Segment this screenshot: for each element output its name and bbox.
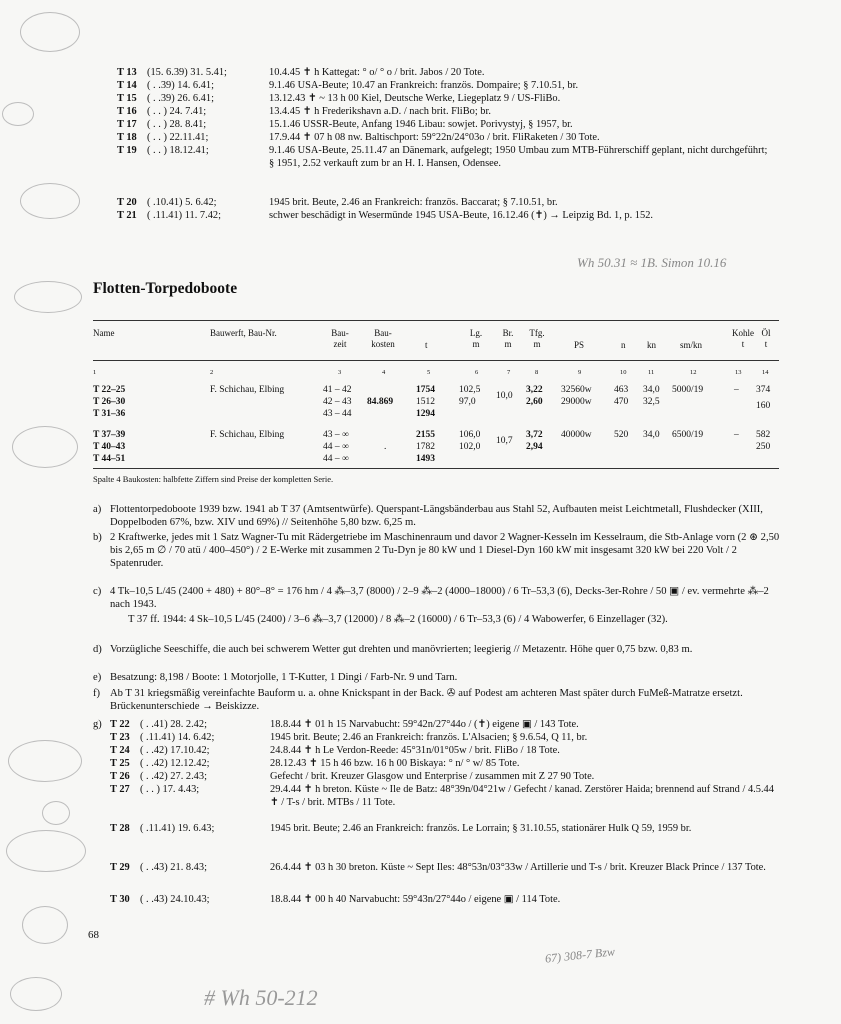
list-item: T 18 ( . . ) 22.11.41; 17.9.44 ✝ 07 h 08 nw. Baltischport: 59°22n/24°03o / brit. FliRaketen / 30 Tote. xyxy=(117,132,600,143)
document-page: T 13 (15. 6.39) 31. 5.41; 10.4.45 ✝ h Kattegat: ° o/ ° o / brit. Jabos / 20 Tote. T 14 ( . .39) 14. 6.41; 9.1.46 USA-Beute; 10.47 an Frankreich: französ. Dompaire; § 7.10.51, br. T 15 ( . .39) 26. 6.41; 13.12.43 ✝ ~ 13 h 00 Kiel, Deutsche Werke, Liegeplatz 9 / US-FliBo. T 16 ( . . ) 24. 7.41; 13.4.45 ✝ h Frederikshavn a.D. / nach brit. FliBo; br. T 17 ( . . ) 28. 8.41; 15.1.46 USSR-Beute, Anfang 1946 Libau: sowjet. Porivystyj, § 1957, br. T 18 ( . . ) 22.11.41; 17.9.44 ✝ 07 h 08 nw. Baltischport: 59°22n/24°03o / brit. FliRaketen / 30 Tote. T 19 ( . . ) 18.12.41; 9.1.46 USA-Beute, 25.11.47 an Dänemark, aufgelegt; 1950 Umbau zum MTB-Führerschiff geplant, nicht durchgeführt; § 1951, 2.52 verkauft zum br an H. I. Hansen, Odensee. T 20 ( .10.41) 5. 6.42; 1945 brit. Beute, 2.46 an Frankreich: französ. Baccarat; § 7.10.51, br. T 21 ( .11.41) 11. 7.42; schwer beschädigt in Wesermünde 1945 USA-Beute, 16.12.46 (✝) → Leipzig Bd. 1, p. 152. Flotten-Torpedoboote Name Bauwerft, Bau-Nr. Bau- zeit Bau- kosten t Lg. m Br. m Tfg. m PS n kn sm/kn Kohle t Öl t 1 2 3 4 5 6 7 8 9 10 11 12 13 14 T 22–25 T 26–30 T 31–36 F. Schichau, Elbing 41 – 42 42 – 43 43 – 44 84.869 1754 1512 1294 102,5 97,0 10,0 3,22 2,60 32560w 29000w 463 470 34,0 32,5 5000/19 – 374 160 T 37–39 T 40–43 T 44–51 F. Schichau, Elbing 43 – ∞ 44 – ∞ 44 – ∞ . 2155 1782 1493 106,0 102,0 10,7 3,72 2,94 40000w 520 34,0 6500/19 – 582 250 Spalte 4 Baukosten: halbfette Ziffern sind Preise der kompletten Serie. a) Flottentorpedoboote 1939 bzw. 1941 ab T 37 (Amtsentwürfe). Querspant-Längsbänderbau aus Stahl 52, Aufbauten meist Leichtmetall, Flushdecker (XIII, Doppelboden 67%, bzw. XIV und 69%) // Seitenhöhe 5,80 bzw. 6,25 m. b) 2 Kraftwerke, jedes mit 1 Satz Wagner-Tu mit Rädergetriebe im Maschinenraum und davor 2 Wagner-Kesseln im Kesselraum, die Stb-Anlage vorn (2 ⊛ 2,50 bis 2,65 m ∅ / 70 atü / 400–450°) / 2 E-Werke mit zusammen 2 Tu-Dyn je 80 kW und 1 Diesel-Dyn 160 kW mit insgesamt 320 kW bei 220 Volt / 2 Spatenruder. c) 4 Tk–10,5 L/45 (2400 + 480) + 80°–8° = 176 hm / 4 ⁂–3,7 (8000) / 2–9 ⁂–2 (4000–18000) / 6 Tr–53,3 (6), Decks-3er-Rohre / 50 ▣ / ev. vermehrte ⁂–2 nach 1943. T 37 ff. 1944: 4 Sk–10,5 L/45 (2400) / 3–6 ⁂–3,7 (12000) / 8 ⁂–2 (16000) / 6 Tr–53,3 (6) / 4 Wabowerfer, 6 Einzellager (32). d) Vorzügliche Seeschiffe, die auch bei schwerem Wetter gut drehten und manövrierten; leegierig // Metazentr. Höhe quer 0,75 bzw. 0,83 m. e) Besatzung: 8,198 / Boote: 1 Motorjolle, 1 T-Kutter, 1 Dingi / Farb-Nr. 9 und Tarn. f) Ab T 31 kriegsmäßig vereinfachte Bauform u. a. ohne Knickspant in der Back. ✇ auf Podest am achteren Mast später durch FuMeß-Matratze ersetzt. Brückenunterschiede → Beiskizze. g) T 22 ( . .41) 28. 2.42; 18.8.44 ✝ 01 h 15 Narvabucht: 59°42n/27°44o / (✝) eigene ▣ / 143 Tote. T 23 ( .11.41) 14. 6.42; 1945 brit. Beute; 2.46 an Frankreich: französ. L'Alsacien; § 9.6.54, Q 11, br. T 24 ( . .42) 17.10.42; 24.8.44 ✝ h Le Verdon-Reede: 45°31n/01°05w / brit. FliBo / 18 Tote. T 25 ( . .42) 12.12.42; 28.12.43 ✝ 15 h 46 bzw. 16 h 00 Biskaya: ° n/ ° w/ 85 Tote. T 26 ( . .42) 27. 2.43; Gefecht / brit. Kreuzer Glasgow und Enterprise / zusammen mit Z 27 90 Tote. T 27 ( . . ) 17. 4.43; 29.4.44 ✝ h breton. Küste ~ Ile de Batz: 48°39n/04°21w / Gefecht / kanad. Zerstörer Haida; brennend auf Strand / 4.5.44 ✝ / T-s / brit. MTBs / 11 Tote. T 28 ( .11.41) 19. 6.43; 1945 brit. Beute; 2.46 an Frankreich: französ. Le Lorrain; § 31.10.55, stationärer Hulk Q 59, 1959 br. T 29 ( . .43) 21. 8.43; 26.4.44 ✝ 03 h 30 breton. Küste ~ Sept Iles: 48°53n/03°33w / Artillerie und T-s / brit. Kreuzer Black Prince / 137 Tote. T 30 ( . .43) 24.10.43; 18.8.44 ✝ 00 h 40 Narvabucht: 59°43n/27°44o / eigene ▣ / 114 Tote. 68 Wh 50.31 ≈ 1B. Simon 10.16 67) 308-7 Bzw # Wh 50-212 xyxy=(0,0,841,1024)
oil: 374 xyxy=(756,385,771,395)
th-kosten: Bau- kosten xyxy=(371,328,395,349)
th-oel: Öl t xyxy=(761,328,771,349)
col-number: 1 xyxy=(93,369,97,376)
row-name: T 37–39 xyxy=(93,430,126,440)
col-number: 12 xyxy=(690,369,697,376)
table-rule-top xyxy=(93,320,779,321)
margin-circle-mark xyxy=(6,830,86,872)
th-t: t xyxy=(425,340,428,350)
coal: – xyxy=(734,385,739,395)
row-name: T 44–51 xyxy=(93,454,126,464)
table-rule-mid xyxy=(93,360,779,361)
bauzeit: 44 – ∞ xyxy=(323,442,349,452)
table-footnote: Spalte 4 Baukosten: halbfette Ziffern sind Preise der kompletten Serie. xyxy=(93,474,334,484)
kosten: 84.869 xyxy=(367,397,394,407)
col-number: 9 xyxy=(578,369,582,376)
margin-circle-mark xyxy=(2,102,34,126)
col-number: 10 xyxy=(620,369,627,376)
oil: 582 xyxy=(756,430,771,440)
draught: 3,22 xyxy=(526,385,543,395)
list-item: T 17 ( . . ) 28. 8.41; 15.1.46 USSR-Beute, Anfang 1946 Libau: sowjet. Porivystyj, § 1957, br. xyxy=(117,119,573,130)
row-name: T 26–30 xyxy=(93,397,126,407)
th-n: n xyxy=(621,340,626,350)
bauzeit: 42 – 43 xyxy=(323,397,352,407)
kosten: . xyxy=(384,442,387,452)
col-number: 3 xyxy=(338,369,342,376)
col-number: 2 xyxy=(210,369,214,376)
length: 106,0 xyxy=(459,430,481,440)
section-title: Flotten-Torpedoboote xyxy=(93,280,238,297)
list-item: T 14 ( . .39) 14. 6.41; 9.1.46 USA-Beute; 10.47 an Frankreich: französ. Dompaire; § 7.10.51, br. xyxy=(117,80,579,91)
draught: 2,60 xyxy=(526,397,543,407)
th-br: Br. m xyxy=(502,328,514,349)
margin-circle-mark xyxy=(20,183,80,219)
tonnage: 2155 xyxy=(416,430,435,440)
speed: 32,5 xyxy=(643,397,660,407)
margin-circle-mark xyxy=(14,281,82,313)
list-item: T 13 (15. 6.39) 31. 5.41; 10.4.45 ✝ h Kattegat: ° o/ ° o / brit. Jabos / 20 Tote. xyxy=(117,67,485,78)
paragraph: f) Ab T 31 kriegsmäßig vereinfachte Bauform u. a. ohne Knickspant in der Back. ✇ auf Podest am achteren Mast später durch FuMeß-Matratze ersetzt. Brückenunterschiede → Beiskizze. xyxy=(93,688,743,712)
col-number: 7 xyxy=(507,369,511,376)
col-number: 14 xyxy=(762,369,769,376)
list-item: T 19 ( . . ) 18.12.41; 9.1.46 USA-Beute, 25.11.47 an Dänemark, aufgelegt; 1950 Umbau zum MTB-Führerschiff geplant, nicht durchgeführt; § 1951, 2.52 verkauft zum br an H. I. Hansen, Odensee. xyxy=(117,145,768,169)
bauzeit: 43 – 44 xyxy=(323,409,352,419)
rpm: 470 xyxy=(614,397,629,407)
th-kohle: Kohle t xyxy=(732,328,754,349)
bauzeit: 43 – ∞ xyxy=(323,430,349,440)
col-number: 13 xyxy=(735,369,742,376)
paragraph: e) Besatzung: 8,198 / Boote: 1 Motorjolle, 1 T-Kutter, 1 Dingi / Farb-Nr. 9 und Tarn. xyxy=(93,672,458,683)
power: 32560w xyxy=(561,385,592,395)
list-item: T 21 ( .11.41) 11. 7.42; schwer beschädigt in Wesermünde 1945 USA-Beute, 16.12.46 (✝) → Leipzig Bd. 1, p. 152. xyxy=(117,210,653,221)
tonnage: 1754 xyxy=(416,385,435,395)
page-number: 68 xyxy=(88,929,99,941)
handwritten-note: 67) 308-7 Bzw xyxy=(544,944,616,966)
margin-circle-mark xyxy=(10,977,62,1011)
length: 102,0 xyxy=(459,442,481,452)
range: 6500/19 xyxy=(672,430,704,440)
row-name: T 22–25 xyxy=(93,385,126,395)
paragraph: b) 2 Kraftwerke, jedes mit 1 Satz Wagner-Tu mit Rädergetriebe im Maschinenraum und davor 2 Wagner-Kesseln im Kesselraum, die Stb-Anlage vorn (2 ⊛ 2,50 bis 2,65 m ∅ / 70 atü / 400–450°) / 2 E-Werke mit zusammen 2 Tu-Dyn je 80 kW und 1 Diesel-Dyn 160 kW mit insgesamt 320 kW bei 220 Volt / 2 Spatenruder. xyxy=(93,532,780,569)
paragraph: a) Flottentorpedoboote 1939 bzw. 1941 ab T 37 (Amtsentwürfe). Querspant-Längsbänderbau aus Stahl 52, Aufbauten meist Leichtmetall, Flushdecker (XIII, Doppelboden 67%, bzw. XIV und 69%) // Seitenhöhe 5,80 bzw. 6,25 m. xyxy=(93,504,763,528)
tonnage: 1512 xyxy=(416,397,435,407)
paragraph: c) 4 Tk–10,5 L/45 (2400 + 480) + 80°–8° = 176 hm / 4 ⁂–3,7 (8000) / 2–9 ⁂–2 (4000–18000) / 6 Tr–53,3 (6), Decks-3er-Rohre / 50 ▣ / ev. vermehrte ⁂–2 nach 1943. xyxy=(93,586,769,610)
margin-circle-mark xyxy=(20,12,80,52)
th-yard: Bauwerft, Bau-Nr. xyxy=(210,328,277,338)
power: 40000w xyxy=(561,430,592,440)
length: 97,0 xyxy=(459,397,476,407)
coal: – xyxy=(734,430,739,440)
row-name: T 40–43 xyxy=(93,442,126,452)
list-item: T 20 ( .10.41) 5. 6.42; 1945 brit. Beute, 2.46 an Frankreich: französ. Baccarat; § 7.10.51, br. xyxy=(117,197,558,208)
length: 102,5 xyxy=(459,385,481,395)
col-number: 11 xyxy=(648,369,655,376)
col-number: 5 xyxy=(427,369,431,376)
beam: 10,7 xyxy=(496,436,513,446)
th-smkn: sm/kn xyxy=(680,340,703,350)
tonnage: 1493 xyxy=(416,454,435,464)
rpm: 520 xyxy=(614,430,629,440)
col-number: 8 xyxy=(535,369,539,376)
th-name: Name xyxy=(93,328,115,338)
margin-circle-mark xyxy=(8,740,82,782)
power: 29000w xyxy=(561,397,592,407)
tonnage: 1782 xyxy=(416,442,435,452)
handwritten-note: Wh 50.31 ≈ 1B. Simon 10.16 xyxy=(577,255,727,270)
table-rule-bottom xyxy=(93,468,779,469)
bauzeit: 44 – ∞ xyxy=(323,454,349,464)
margin-circle-mark xyxy=(42,801,70,825)
th-tfg: Tfg. m xyxy=(529,328,545,349)
th-lg: Lg. m xyxy=(469,328,483,349)
range: 5000/19 xyxy=(672,385,704,395)
yard: F. Schichau, Elbing xyxy=(210,385,285,395)
paragraph: T 37 ff. 1944: 4 Sk–10,5 L/45 (2400) / 3–6 ⁂–3,7 (12000) / 8 ⁂–2 (16000) / 6 Tr–53,3 (6) / 4 Wabowerfer, 6 Einzellager (32). xyxy=(128,614,668,625)
col-number: 6 xyxy=(475,369,479,376)
paragraph: d) Vorzügliche Seeschiffe, die auch bei schwerem Wetter gut drehten und manövrierten; leegierig // Metazentr. Höhe quer 0,75 bzw. 0,83 m. xyxy=(93,644,693,655)
margin-circle-mark xyxy=(22,906,68,944)
th-ps: PS xyxy=(574,340,585,350)
yard: F. Schichau, Elbing xyxy=(210,430,285,440)
th-bauzeit: Bau- zeit xyxy=(331,328,349,349)
margin-circle-mark xyxy=(12,426,78,468)
row-name: T 31–36 xyxy=(93,409,126,419)
list-item: T 15 ( . .39) 26. 6.41; 13.12.43 ✝ ~ 13 h 00 Kiel, Deutsche Werke, Liegeplatz 9 / US-FliBo. xyxy=(117,93,561,104)
draught: 2,94 xyxy=(526,442,543,452)
rpm: 463 xyxy=(614,385,629,395)
tonnage: 1294 xyxy=(416,409,435,419)
handwritten-signature: # Wh 50-212 xyxy=(204,985,318,1010)
th-kn: kn xyxy=(647,340,656,350)
beam: 10,0 xyxy=(496,391,513,401)
bauzeit: 41 – 42 xyxy=(323,385,352,395)
speed: 34,0 xyxy=(643,385,660,395)
col-number: 4 xyxy=(382,369,386,376)
speed: 34,0 xyxy=(643,430,660,440)
list-item: T 16 ( . . ) 24. 7.41; 13.4.45 ✝ h Frederikshavn a.D. / nach brit. FliBo; br. xyxy=(117,106,491,117)
oil: 250 xyxy=(756,442,771,452)
draught: 3,72 xyxy=(526,430,543,440)
oil: 160 xyxy=(756,401,771,411)
